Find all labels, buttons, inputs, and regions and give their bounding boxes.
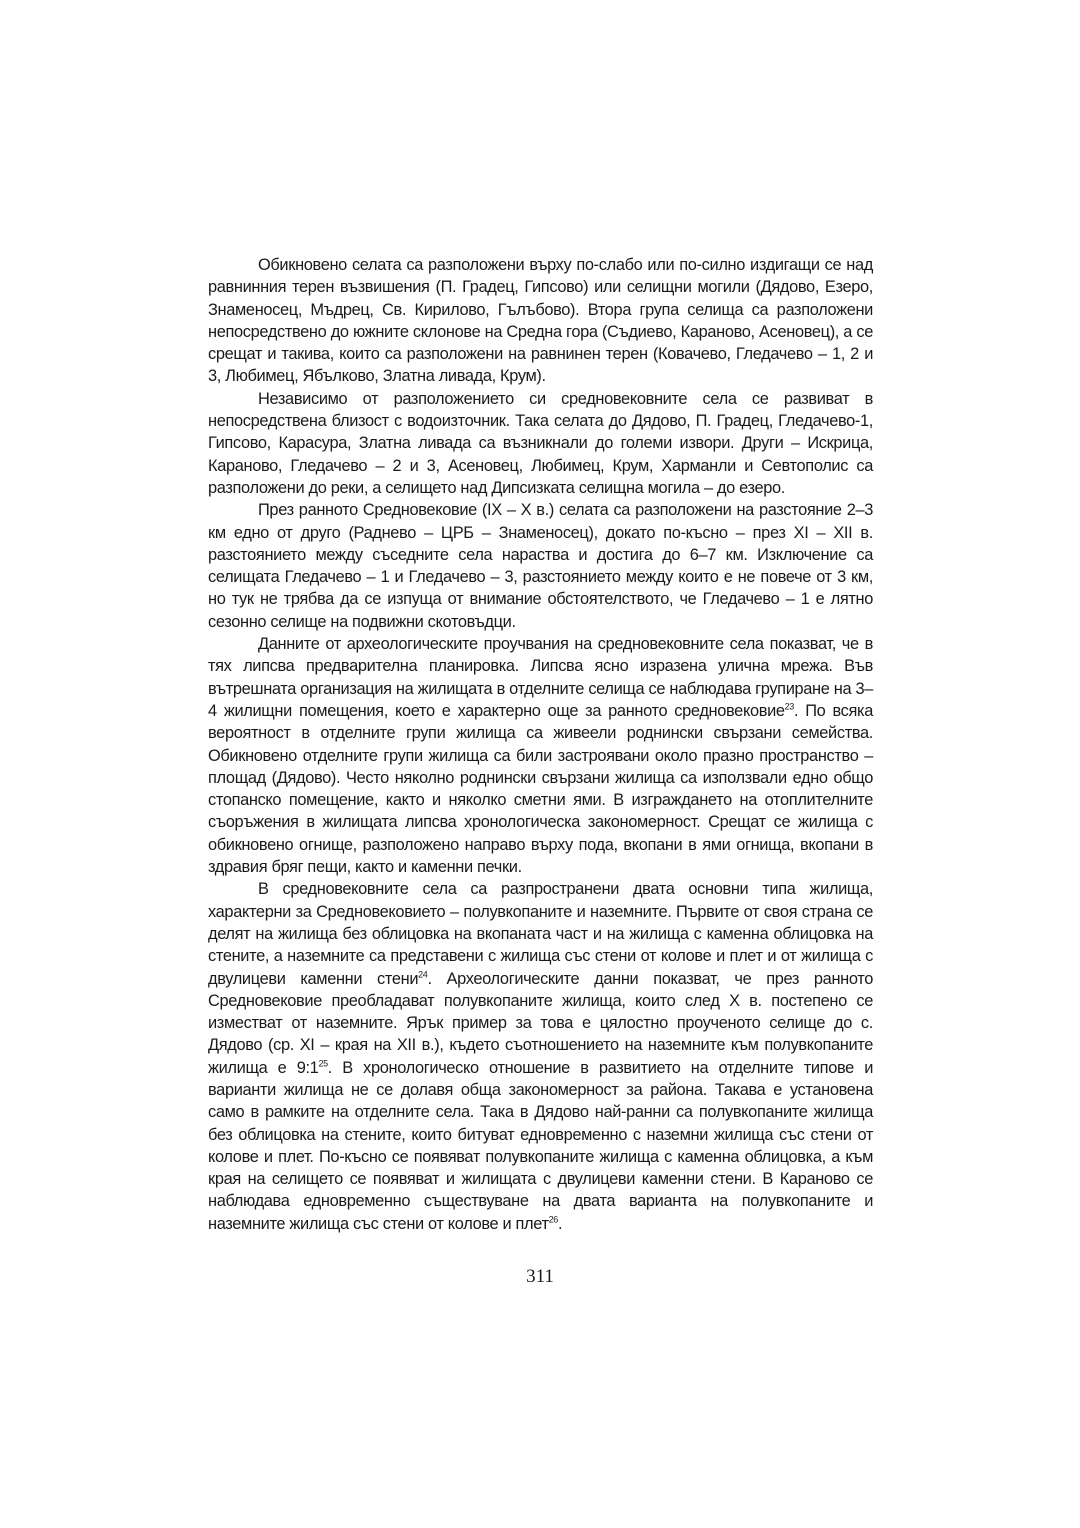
paragraph-5-text-b: . Археологическите данни показват, че през ранното Средновековие преобладават полувкопаните жилища, които след X в. постепено се изместват от наземните. Ярък пример за това е цялостно проученото селище до с. Дядово (ср. XI – края на XII в.), където съотношението на наземните към полувкопаните жилища е 9:1 — [208, 969, 873, 1077]
paragraph-4-text-a: Данните от археологическите проучвания на средновековните села показват, че в тях липсва предварителна планировка. Липсва ясно изразена улична мрежа. Във вътрешната организация на жилищата в отделните селища се наблюдава групиране на 3–4 жилищни помещения, което е характерно още за ранното средновековие — [208, 635, 873, 720]
paragraph-1 — [208, 254, 873, 388]
paragraph-4-text-b: . По всяка вероятност в отделните групи жилища са живеели роднински свързани семейства. Обикновено отделните групи жилища са били застроявани около празно пространство – площад (Дядово). Често няколно роднински свързани жилища са използвали едно общо стопанско помещение, както и няколко сметни ями. В изграждането на отоплителните съоръжения в жилищата липсва хронологическа закономерност. Срещат се жилища с обикновено огнище, разположено направо върху пода, вкопани в ями огнища, вкопани в здравия бряг пещи, както и каменни печки. — [208, 701, 873, 877]
paragraph-4 — [208, 633, 873, 878]
footnote-ref-23[interactable]: 23 — [784, 701, 794, 712]
paragraph-1-text: Обикновено селата са разположени върху по-слабо или по-силно издигащи се над равнинния терен възвишения (П. Градец, Гипсово) или селищни могили (Дядово, Езеро, Знаменосец, Мъдрец, Св. Кирилово, Гълъбово). Втора група селища са разположени непосредствено до южните склонове на Средна гора (Съдиево, Караново, Асеновец), а се срещат и такива, които са разположени на равнинен терен (Ковачево, Гледачево – 1, 2 и 3, Любимец, Ябълково, Златна ливада, Крум). — [208, 256, 873, 386]
footnote-ref-24[interactable]: 24 — [418, 969, 428, 980]
paragraph-5-text-a: В средновековните села са разпространени двата основни типа жилища, характерни за Средновековието – полувкопаните и наземните. Първите от своя страна се делят на жилища без облицовка на вкопаната част и на жилища с каменна облицовка на стените, а наземните са представени с жилища със стени от колове и плет и от жилища с двулицеви каменни стени — [208, 880, 873, 988]
paragraph-3-text: През ранното Средновековие (IX – X в.) селата са разположени на разстояние 2–3 км едно от друго (Раднево – ЦРБ – Знаменосец), докато по-късно – през XI – XII в. разстоянието между съседните села нараства и достига до 6–7 км. Изключение са селищата Гледачево – 1 и Гледачево – 3, разстоянието между които е не повече от 3 км, но тук не трябва да се изпуща от внимание обстоятелството, че Гледачево – 1 е лятно сезонно селище на подвижни скотовъдци. — [208, 501, 873, 631]
paragraph-5 — [208, 878, 873, 1235]
paragraph-5-text-d: . — [557, 1214, 563, 1233]
footnote-ref-26[interactable]: 26 — [548, 1214, 558, 1225]
paragraph-5-text-c: . В хронологическо отношение в развитието на отделните типове и варианти жилища не се долавя обща закономерност за района. Такава е установена само в рамките на отделните села. Така в Дядово най-ранни са полувкопаните жилища без облицовка на стените, които битуват едновременно с наземни жилища със стени от колове и плет. По-късно се появяват полувкопаните жилища с каменна облицовка, а към края на селището се появяват и жилищата с двулицеви каменни стени. В Караново се наблюдава едновременно съществуване на двата варианта на полувкопаните и наземните жилища със стени от колове и плет — [208, 1058, 874, 1233]
document-body — [208, 254, 873, 1235]
paragraph-3 — [208, 499, 873, 633]
page-number: 311 — [526, 1266, 554, 1287]
footnote-ref-25[interactable]: 25 — [318, 1058, 328, 1069]
paragraph-2 — [208, 388, 873, 499]
paragraph-2-text: Независимо от разположението си средновековните села се развиват в непосредствена близост с водоизточник. Така селата до Дядово, П. Градец, Гледачево-1, Гипсово, Карасура, Златна ливада са възникнали до големи извори. Други – Искрица, Караново, Гледачево – 2 и 3, Асеновец, Любимец, Крум, Харманли и Севтополис са разположени до реки, а селището над Дипсизката селищна могила – до езеро. — [208, 389, 873, 497]
